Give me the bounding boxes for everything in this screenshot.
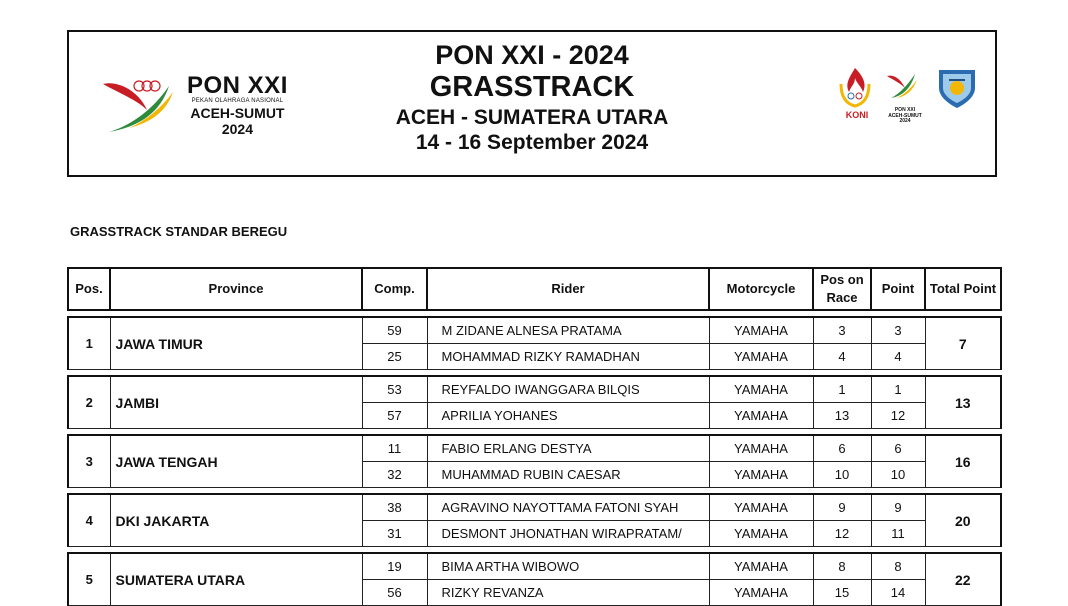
rider-comp-number: 38 (362, 494, 427, 521)
rider-comp-number: 56 (362, 580, 427, 606)
rider-name: REYFALDO IWANGGARA BILQIS (427, 376, 709, 403)
rider-pos-on-race: 13 (813, 403, 871, 429)
rider-point: 11 (871, 521, 925, 547)
results-body (68, 310, 1001, 606)
rider-point: 10 (871, 462, 925, 488)
host-location: ACEH - SUMATERA UTARA (395, 106, 669, 130)
discipline-title: GRASSTRACK (429, 71, 635, 104)
team-province: DKI JAKARTA (110, 494, 362, 547)
header-comp: Comp. (362, 268, 427, 310)
team-province: SUMATERA UTARA (110, 553, 362, 606)
rider-point: 4 (871, 344, 925, 370)
table-row (68, 435, 1001, 462)
rider-pos-on-race: 4 (813, 344, 871, 370)
rider-name: MOHAMMAD RIZKY RAMADHAN (427, 344, 709, 370)
rider-name: RIZKY REVANZA (427, 580, 709, 606)
results-table (67, 267, 1002, 606)
rider-motorcycle: YAMAHA (709, 553, 813, 580)
rider-name: AGRAVINO NAYOTTAMA FATONI SYAH (427, 494, 709, 521)
rider-point: 1 (871, 376, 925, 403)
rider-comp-number: 53 (362, 376, 427, 403)
header-province: Province (110, 268, 362, 310)
shield-logo-icon (939, 70, 975, 108)
table-row (68, 553, 1001, 580)
rider-name: APRILIA YOHANES (427, 403, 709, 429)
rider-pos-on-race: 1 (813, 376, 871, 403)
pon-mini-host: ACEH-SUMUT 2024 (888, 112, 922, 124)
rider-point: 3 (871, 317, 925, 344)
rider-motorcycle: YAMAHA (709, 344, 813, 370)
team-province: JAWA TENGAH (110, 435, 362, 488)
rider-name: MUHAMMAD RUBIN CAESAR (427, 462, 709, 488)
header-rider: Rider (427, 268, 709, 310)
team-position: 4 (68, 494, 110, 547)
row-spacer (68, 310, 1001, 317)
team-position: 1 (68, 317, 110, 370)
team-total-point: 20 (925, 494, 1001, 547)
rider-motorcycle: YAMAHA (709, 403, 813, 429)
header-pos: Pos. (68, 268, 110, 310)
team-position: 5 (68, 553, 110, 606)
rider-comp-number: 25 (362, 344, 427, 370)
rider-comp-number: 59 (362, 317, 427, 344)
header-box (67, 30, 997, 177)
rider-motorcycle: YAMAHA (709, 580, 813, 606)
rider-comp-number: 11 (362, 435, 427, 462)
rider-name: DESMONT JHONATHAN WIRAPRATAM/ (427, 521, 709, 547)
team-total-point: 16 (925, 435, 1001, 488)
rider-motorcycle: YAMAHA (709, 462, 813, 488)
team-position: 3 (68, 435, 110, 488)
right-logos (835, 62, 985, 122)
rider-pos-on-race: 10 (813, 462, 871, 488)
section-title: GRASSTRACK STANDAR BEREGU (70, 224, 288, 239)
rider-pos-on-race: 6 (813, 435, 871, 462)
table-header-row (68, 268, 1001, 310)
rider-point: 8 (871, 553, 925, 580)
koni-label: KONI (845, 110, 869, 120)
rider-pos-on-race: 9 (813, 494, 871, 521)
rider-motorcycle: YAMAHA (709, 317, 813, 344)
team-province: JAWA TIMUR (110, 317, 362, 370)
rider-point: 14 (871, 580, 925, 606)
header-point: Point (871, 268, 925, 310)
rider-pos-on-race: 15 (813, 580, 871, 606)
pon-logo-name: PON XXI (187, 72, 288, 99)
rider-name: BIMA ARTHA WIBOWO (427, 553, 709, 580)
table-row (68, 317, 1001, 344)
rider-pos-on-race: 8 (813, 553, 871, 580)
table-row (68, 494, 1001, 521)
table-row (68, 376, 1001, 403)
rider-name: FABIO ERLANG DESTYA (427, 435, 709, 462)
pon-logo-year: 2024 (221, 121, 253, 137)
koni-logo-icon (841, 68, 869, 106)
rider-point: 9 (871, 494, 925, 521)
team-total-point: 7 (925, 317, 1001, 370)
rider-motorcycle: YAMAHA (709, 521, 813, 547)
rider-point: 6 (871, 435, 925, 462)
rider-motorcycle: YAMAHA (709, 494, 813, 521)
team-total-point: 22 (925, 553, 1001, 606)
pon-logo-host: ACEH-SUMUT (190, 105, 285, 121)
team-position: 2 (68, 376, 110, 429)
sponsor-logos (835, 62, 985, 112)
event-dates: 14 - 16 September 2024 (415, 130, 649, 154)
header-pos-on-race: Pos on Race (813, 268, 871, 310)
team-total-point: 13 (925, 376, 1001, 429)
pon-mini-name: PON XXI (894, 107, 916, 113)
pon-mini-text (887, 108, 923, 125)
rider-point: 12 (871, 403, 925, 429)
rider-comp-number: 19 (362, 553, 427, 580)
pon-mini-logo-icon (887, 74, 917, 98)
rider-comp-number: 32 (362, 462, 427, 488)
rider-name: M ZIDANE ALNESA PRATAMA (427, 317, 709, 344)
header-motorcycle: Motorcycle (709, 268, 813, 310)
rider-pos-on-race: 3 (813, 317, 871, 344)
row-spacer-cell (68, 310, 1001, 317)
rider-comp-number: 57 (362, 403, 427, 429)
header-total-point: Total Point (925, 268, 1001, 310)
rider-pos-on-race: 12 (813, 521, 871, 547)
event-title: PON XXI - 2024 (435, 40, 629, 70)
pon-logo-tagline: PEKAN OLAHRAGA NASIONAL (191, 98, 284, 104)
rider-motorcycle: YAMAHA (709, 435, 813, 462)
rider-motorcycle: YAMAHA (709, 376, 813, 403)
rider-comp-number: 31 (362, 521, 427, 547)
team-province: JAMBI (110, 376, 362, 429)
